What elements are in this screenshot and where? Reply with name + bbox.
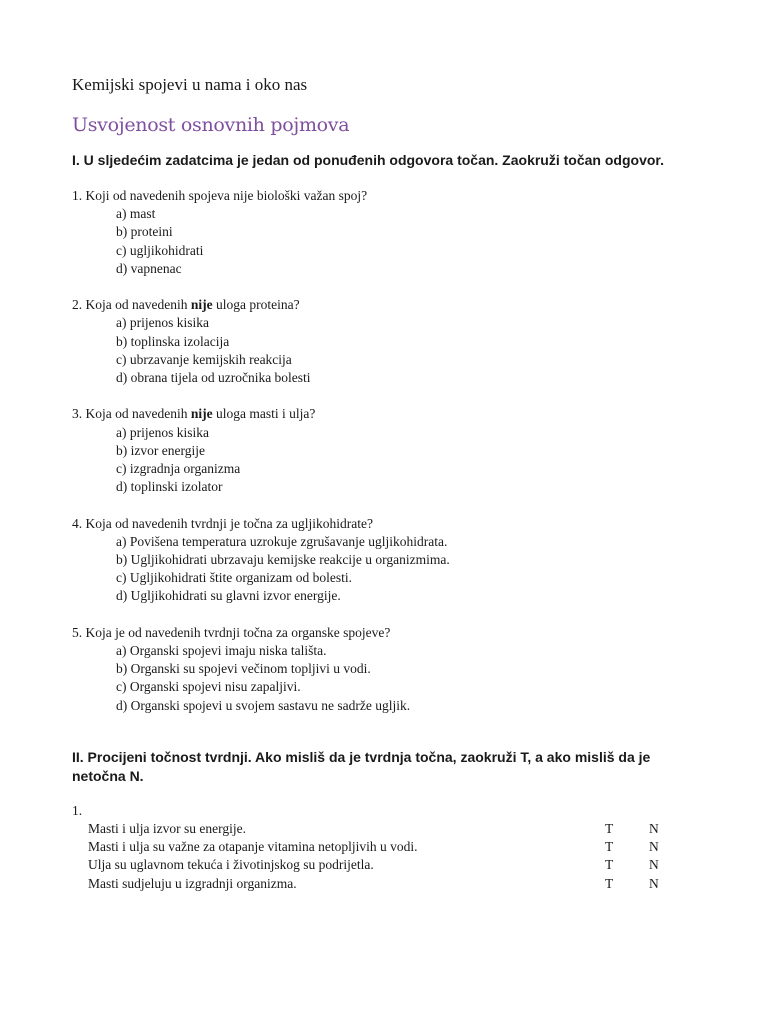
answer-option: c) ubrzavanje kemijskih reakcija — [116, 351, 292, 367]
answer-option: d) Organski spojevi u svojem sastavu ne sadrže ugljik. — [116, 697, 411, 713]
section-2-heading-line-1: II. Procijeni točnost tvrdnji. Ako misliš da je tvrdnja točna, zaokruži T, a ako misliš da je — [72, 748, 651, 765]
true-false-number: 1. — [72, 802, 83, 818]
tf-false-option: N — [649, 839, 659, 855]
question-text — [72, 624, 696, 642]
answer-option: a) prijenos kisika — [116, 315, 209, 331]
question-text-pre: 4. Koja od navedenih tvrdnji je točna za ugljikohidrate? — [72, 515, 374, 531]
question-text — [72, 405, 696, 423]
answer-option: b) proteini — [116, 224, 173, 240]
question-text — [72, 187, 696, 205]
question-text-bold: nije — [190, 297, 213, 313]
answer-option: c) izgradnja organizma — [116, 461, 241, 477]
answer-option: d) toplinski izolator — [116, 479, 223, 495]
answer-option: a) mast — [116, 206, 156, 222]
document-title: Kemijski spojevi u nama i oko nas — [72, 75, 308, 94]
tf-false-option: N — [649, 857, 659, 873]
true-false-block — [72, 802, 696, 893]
tf-statement: Ulja su uglavnom tekuća i životinjskog su podrijetla. — [88, 857, 374, 873]
answer-option: c) ugljikohidrati — [116, 242, 204, 258]
answer-option: d) vapnenac — [116, 260, 182, 276]
answer-option: a) Povišena temperatura uzrokuje zgrušavanje ugljikohidrata. — [116, 533, 448, 549]
question-text-bold: nije — [190, 406, 213, 422]
tf-true-option: T — [605, 839, 614, 855]
answer-option: d) Ugljikohidrati su glavni izvor energije. — [116, 588, 341, 604]
question-text-post: uloga masti i ulja? — [212, 406, 316, 422]
question-text-post: uloga proteina? — [212, 297, 300, 313]
true-false-row — [72, 838, 696, 856]
section-2-heading — [72, 748, 696, 787]
question-list — [72, 187, 696, 715]
question-text-pre: 1. Koji od navedenih spojeva nije biološki važan spoj? — [72, 188, 368, 203]
answer-option: b) toplinska izolacija — [116, 333, 230, 349]
tf-true-option: T — [605, 821, 614, 837]
question-text-pre: 5. Koja je od navedenih tvrdnji točna za organske spojeve? — [72, 624, 391, 640]
true-false-row — [72, 820, 696, 838]
question-text-pre: 2. Koja od navedenih — [72, 297, 191, 313]
question-text — [72, 296, 696, 314]
tf-true-option: T — [605, 875, 614, 891]
answer-option: d) obrana tijela od uzročnika bolesti — [116, 370, 311, 386]
question-text — [72, 515, 696, 533]
answer-option: a) prijenos kisika — [116, 424, 209, 440]
answer-option: c) Ugljikohidrati štite organizam od bolesti. — [116, 570, 352, 586]
question-3 — [72, 405, 696, 496]
answer-option: b) izvor energije — [116, 442, 205, 458]
document-page — [72, 74, 696, 893]
question-4 — [72, 515, 696, 606]
question-1 — [72, 187, 696, 278]
tf-statement: Masti i ulja su važne za otapanje vitamina netopljivih u vodi. — [88, 839, 418, 855]
answer-option: c) Organski spojevi nisu zapaljivi. — [116, 679, 301, 695]
question-2 — [72, 296, 696, 387]
tf-statement: Masti sudjeluju u izgradnji organizma. — [88, 875, 297, 891]
true-false-row — [72, 875, 696, 893]
answer-option: b) Ugljikohidrati ubrzavaju kemijske reakcije u organizmima. — [116, 552, 450, 568]
question-5 — [72, 624, 696, 715]
answer-option: a) Organski spojevi imaju niska tališta. — [116, 643, 327, 659]
tf-false-option: N — [649, 875, 659, 891]
document-subtitle: Usvojenost osnovnih pojmova — [72, 114, 350, 136]
tf-statement: Masti i ulja izvor su energije. — [88, 821, 246, 837]
true-false-row — [72, 856, 696, 874]
section-2-heading-line-2: netočna N. — [72, 768, 144, 785]
tf-false-option: N — [649, 821, 659, 837]
section-1-heading: I. U sljedećim zadatcima je jedan od ponuđenih odgovora točan. Zaokruži točan odgovor. — [72, 152, 664, 168]
question-text-pre: 3. Koja od navedenih — [72, 406, 191, 422]
tf-true-option: T — [605, 857, 614, 873]
answer-option: b) Organski su spojevi večinom topljivi u vodi. — [116, 661, 371, 677]
